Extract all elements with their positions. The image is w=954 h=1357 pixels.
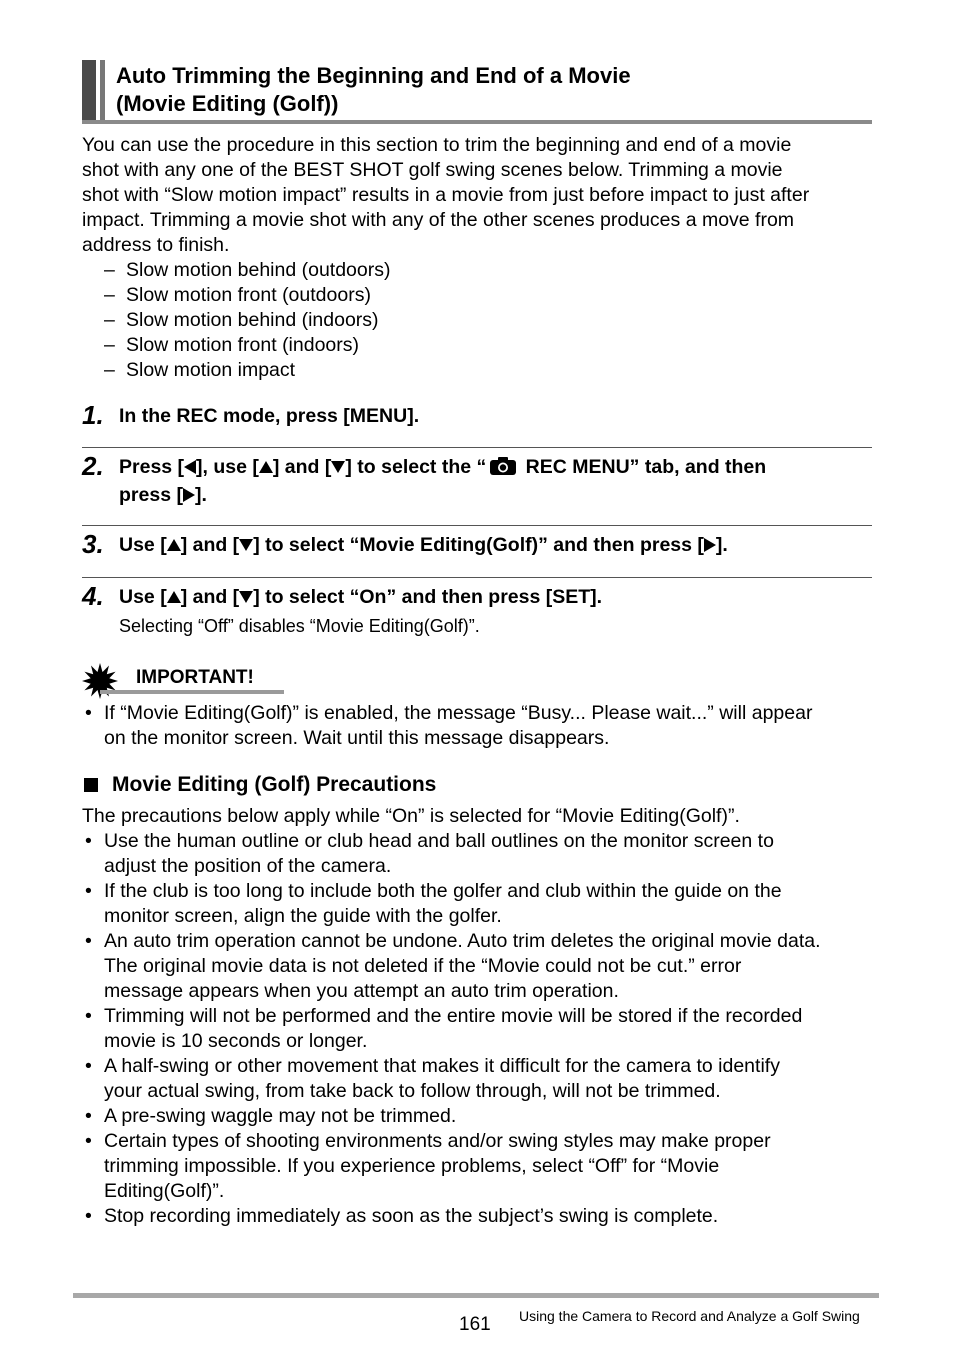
up-arrow-icon [167, 539, 181, 551]
step-divider [82, 447, 872, 448]
camera-icon [489, 456, 517, 476]
scene-list [104, 258, 390, 383]
step-1-text: In the REC mode, press [MENU]. [119, 405, 420, 427]
step-divider [82, 577, 872, 578]
important-label: IMPORTANT! [136, 667, 254, 688]
step-2-text-line-1: Press [ ], use [ ] and [ ] to select the “ REC MENU” tab, and then [119, 456, 767, 478]
step-3-number: 3. [82, 529, 104, 559]
step-1-number: 1. [82, 400, 104, 430]
intro-line: You can use the procedure in this section to trim the beginning and end of a movie [82, 134, 792, 156]
precautions-heading: Movie Editing (Golf) Precautions [112, 773, 437, 796]
down-arrow-icon [331, 461, 345, 473]
step-2-number: 2. [82, 451, 104, 481]
down-arrow-icon [239, 539, 253, 551]
intro-line: shot with any one of the BEST SHOT golf swing scenes below. Trimming a movie [82, 159, 783, 181]
step-4-note: Selecting “Off” disables “Movie Editing(Golf)”. [119, 616, 480, 636]
list-item: – Slow motion front (indoors) [104, 334, 360, 356]
up-arrow-icon [259, 461, 273, 473]
right-arrow-icon [183, 488, 195, 502]
chapter-title: Using the Camera to Record and Analyze a Golf Swing [519, 1308, 860, 1324]
list-item: – Slow motion impact [104, 359, 296, 381]
step-3-text: Use [ ] and [ ] to select “Movie Editing(Golf)” and then press [ ]. [119, 534, 728, 556]
list-item: – Slow motion front (outdoors) [104, 284, 371, 306]
list-item: – Slow motion behind (indoors) [104, 309, 379, 331]
footer-rule [73, 1293, 879, 1298]
step-4-number: 4. [82, 581, 104, 611]
step-divider [82, 525, 872, 526]
title-line-1: Auto Trimming the Beginning and End of a Movie [116, 63, 631, 88]
intro-line: address to finish. [82, 234, 230, 256]
page-title [116, 62, 631, 118]
square-bullet-icon [84, 778, 98, 792]
up-arrow-icon [167, 591, 181, 603]
step-4-text: Use [ ] and [ ] to select “On” and then press [SET]. [119, 586, 603, 608]
intro-line: shot with “Slow motion impact” results in a movie from just before impact to just after [82, 184, 810, 206]
list-item: – Slow motion behind (outdoors) [104, 259, 391, 281]
page-number: 161 [459, 1314, 491, 1335]
right-arrow-icon [704, 538, 716, 552]
title-line-2: (Movie Editing (Golf)) [116, 91, 339, 116]
step-2-text-line-2: press [ ]. [119, 484, 207, 506]
down-arrow-icon [239, 591, 253, 603]
precautions-intro: The precautions below apply while “On” is selected for “Movie Editing(Golf)”. [82, 805, 740, 827]
intro-paragraph [82, 133, 882, 258]
left-arrow-icon [184, 460, 196, 474]
important-underline [100, 690, 284, 694]
title-bar-decoration [82, 60, 106, 120]
title-underline [82, 120, 872, 124]
intro-line: impact. Trimming a movie shot with any of the other scenes produces a move from [82, 209, 795, 231]
